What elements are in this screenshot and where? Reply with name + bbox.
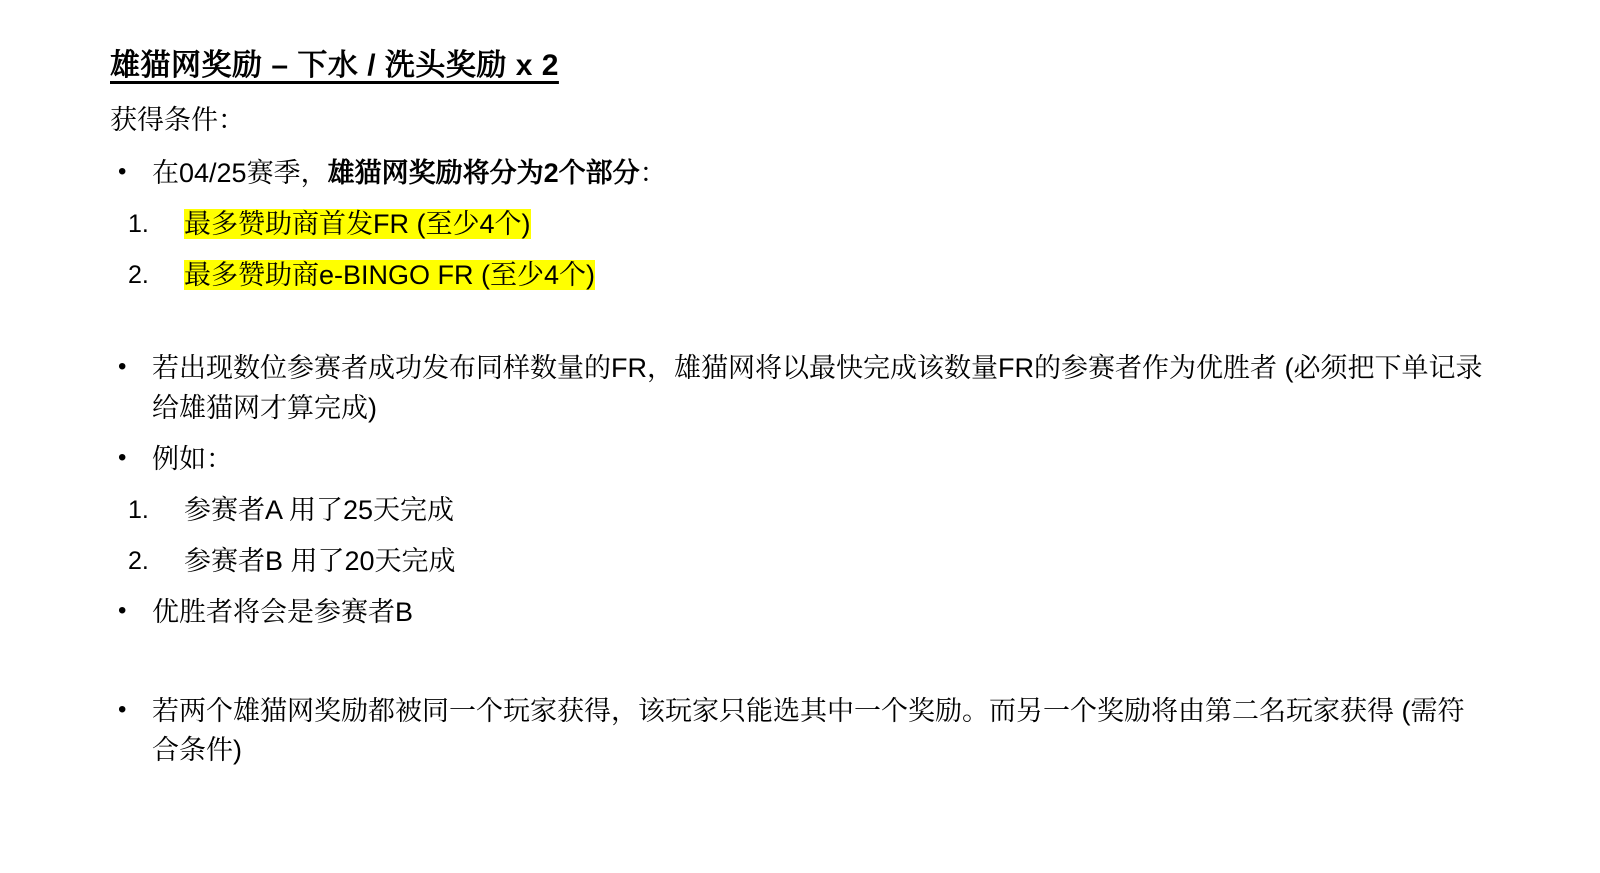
example-label-text: 例如： (152, 443, 233, 474)
bullet-icon: • (118, 696, 127, 724)
page-title: 雄猫网奖励 – 下水 / 洗头奖励 x 2 (110, 49, 559, 82)
bullet-icon: • (118, 158, 127, 185)
list-number: 1. (128, 495, 149, 524)
highlighted-text: 最多赞助商e-BINGO FR (至少4个) (184, 260, 596, 291)
highlighted-text: 最多赞助商首发FR (至少4个) (184, 209, 531, 240)
reward-part-2-text (184, 256, 1490, 295)
list-number: 1. (128, 210, 149, 239)
list-number: 2. (128, 546, 149, 575)
split-into-two-parts-text (152, 154, 1490, 193)
lead-plain-2: ： (639, 158, 667, 188)
winner-conclusion-bullet (110, 593, 1490, 632)
list-item (110, 205, 1490, 244)
section-spacer (110, 644, 1490, 692)
section-spacer (110, 307, 1490, 349)
list-number: 2. (128, 261, 149, 290)
list-item (110, 256, 1490, 295)
example-participant-a-text: 参赛者A 用了25天完成 (184, 494, 455, 525)
split-into-two-parts-bullet (110, 154, 1490, 193)
conditions-label: 获得条件： (110, 104, 245, 135)
duplicate-winner-rule-bullet (110, 692, 1490, 770)
duplicate-winner-rule-text: 若两个雄猫网奖励都被同一个玩家获得，该玩家只能选其中一个奖励。而另一个奖励将由第二名玩家获得 (需符合条件) (152, 696, 1465, 766)
bullet-icon: • (118, 597, 127, 625)
list-item (110, 542, 1490, 581)
lead-bold: 雄猫网奖励将分为2个部分 (327, 158, 640, 188)
tiebreaker-rule-bullet (110, 349, 1490, 427)
bullet-icon: • (118, 353, 127, 381)
tiebreaker-rule-text: 若出现数位参赛者成功发布同样数量的FR，雄猫网将以最快完成该数量FR的参赛者作为优胜者 (必须把下单记录给雄猫网才算完成) (152, 353, 1483, 423)
winner-conclusion-text: 优胜者将会是参赛者B (152, 597, 414, 628)
example-participant-b-text: 参赛者B 用了20天完成 (184, 545, 456, 576)
bullet-icon: • (118, 443, 127, 471)
lead-plain-1: 在04/25赛季， (152, 158, 328, 188)
reward-part-1-text (184, 205, 1490, 244)
example-label-bullet (110, 440, 1490, 479)
list-item (110, 491, 1490, 530)
